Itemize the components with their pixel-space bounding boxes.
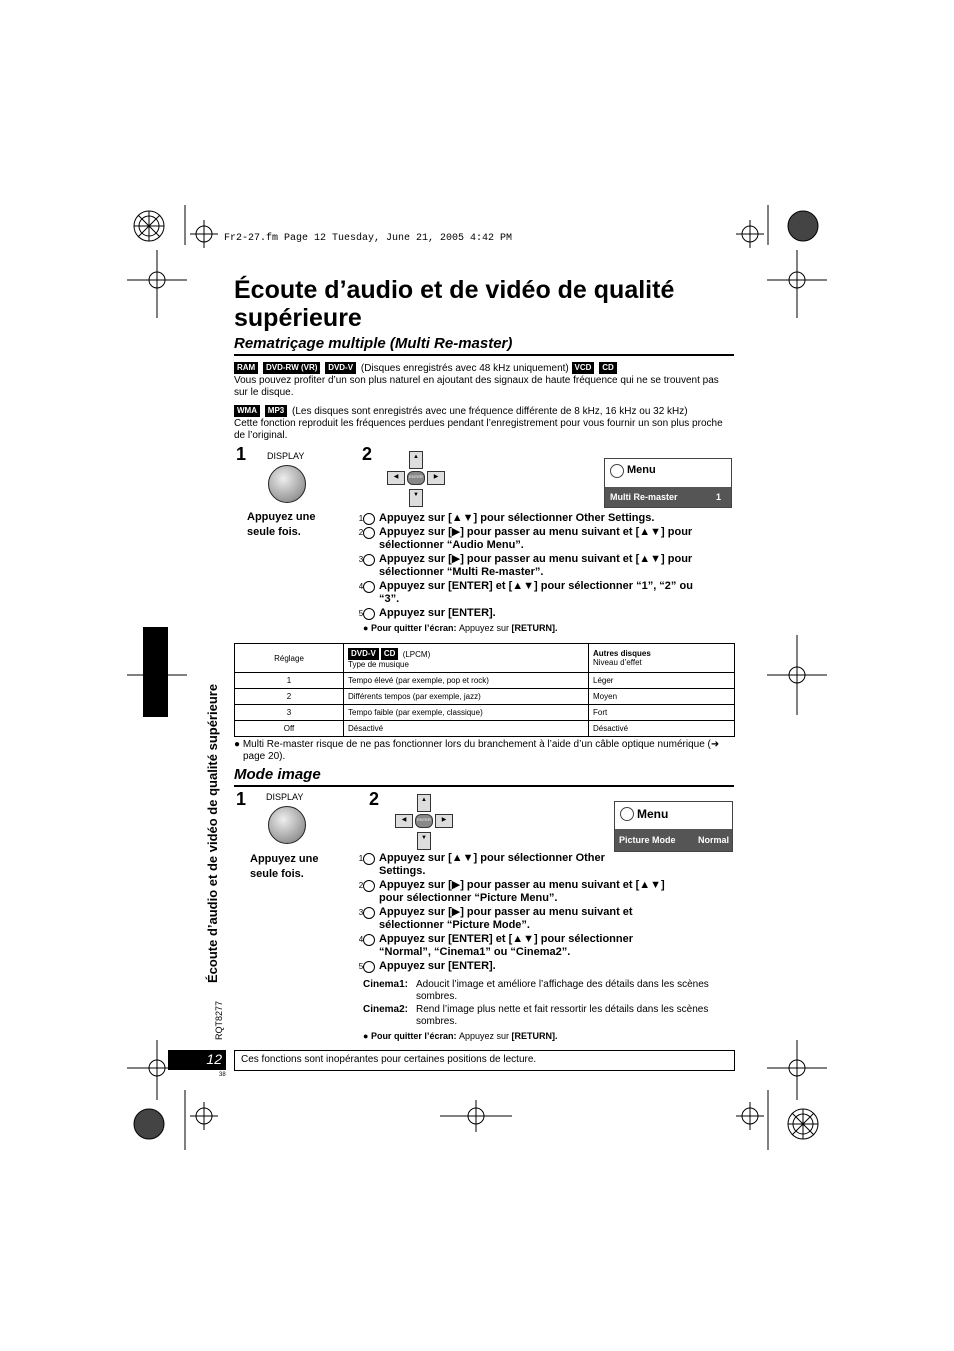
- s1-display-button[interactable]: [268, 465, 306, 503]
- s2-step2-instructions: [358, 852, 683, 973]
- s2-step1-caption: Appuyez une seule fois.: [250, 853, 319, 880]
- tag-vcd: VCD: [572, 362, 595, 374]
- s1-dpad-right-icon[interactable]: ▶: [427, 471, 445, 485]
- s2-instr-5: 5 Appuyez sur [ENTER].: [358, 960, 496, 972]
- cinema1-row: Cinema1: Adoucit l’image et améliore l’affichage des détails dans les scènes sombres.: [363, 979, 709, 1002]
- tag-dvd-rw: DVD-RW (VR): [263, 362, 320, 374]
- table-row: 2 Différents tempos (par exemple, jazz) Moyen: [235, 689, 735, 705]
- s1-menu-screen: [604, 458, 732, 508]
- s2-dpad-left-icon[interactable]: ◀: [395, 814, 413, 828]
- s1-dpad[interactable]: [387, 451, 445, 507]
- tag-cd: CD: [599, 362, 617, 374]
- s1-menu-title: Menu: [627, 464, 656, 476]
- section1-tags-line1: [234, 362, 734, 375]
- tags2-note: (Les disques sont enregistrés avec une fréquence différente de 8 kHz, 16 kHz ou 32 kHz): [292, 406, 688, 417]
- s1-menu-item: Multi Re-master: [610, 492, 678, 502]
- s2-dpad[interactable]: [395, 794, 453, 850]
- s1-instr-5: 5 Appuyez sur [ENTER].: [358, 607, 496, 619]
- s1-menu-bar: [605, 487, 731, 507]
- s1-step1-number: 1: [236, 444, 247, 464]
- cinema-descriptions: [363, 979, 723, 1042]
- s2-display-label: DISPLAY: [266, 792, 304, 802]
- s2-menu-item: Picture Mode: [619, 835, 676, 845]
- s1-dpad-enter[interactable]: ENTER: [407, 471, 425, 485]
- section1-para1: Vous pouvez profiter d’un son plus naturel en ajoutant des signaux de haute fréquence qui ne se trouvent pas sur le disque.: [234, 375, 719, 398]
- s1-instr-2: 2 Appuyez sur [▶] pour passer au menu suivant et [▲▼] pour sélectionner “Audio Menu”.: [358, 526, 693, 551]
- th-type: Type de musique: [348, 659, 409, 669]
- menu-icon: [610, 464, 624, 478]
- section1-rule: [234, 354, 734, 356]
- s2-instr-4: 4 Appuyez sur [ENTER] et [▲▼] pour sélectionner “Normal”, “Cinema1” ou “Cinema2”.: [358, 933, 634, 958]
- th-tag-cd: CD: [381, 648, 399, 660]
- section2-heading: Mode image: [234, 766, 321, 783]
- file-info-header: Fr2-27.fm Page 12 Tuesday, June 21, 2005 4:42 PM: [224, 233, 513, 244]
- sidebar-section-title: Écoute d’audio et de vidéo de qualité supérieure: [205, 683, 220, 983]
- tag-mp3: MP3: [265, 405, 287, 417]
- s2-instr-1: 1 Appuyez sur [▲▼] pour sélectionner Other Settings.: [358, 852, 605, 877]
- s1-note: ● Multi Re-master risque de ne pas fonctionner lors du branchement à l’aide d’un câble optique numérique (➜ page 20).: [234, 739, 720, 762]
- th-setting: Réglage: [235, 644, 344, 673]
- section1-para2: Cette fonction reproduit les fréquences perdues pendant l’enregistrement pour vous fournir un son plus proche de l’original.: [234, 418, 723, 441]
- table-row: 3 Tempo faible (par exemple, classique) Fort: [235, 705, 735, 721]
- th-lpcm: (LPCM): [402, 649, 431, 659]
- s2-step1-number: 1: [236, 789, 247, 809]
- s1-dpad-up-icon[interactable]: ▲: [409, 451, 423, 469]
- tag-ram: RAM: [234, 362, 258, 374]
- th-music-type: [344, 644, 589, 673]
- page-number: 12: [206, 1051, 222, 1067]
- sub-page-number: 38: [219, 1072, 226, 1078]
- section1-tags-line2: [234, 405, 734, 418]
- footer-note: Ces fonctions sont inopérantes pour certaines positions de lecture.: [241, 1054, 537, 1065]
- s2-step2-number: 2: [369, 789, 380, 809]
- page-number-box: [168, 1050, 226, 1070]
- s1-dpad-left-icon[interactable]: ◀: [387, 471, 405, 485]
- s1-dpad-down-icon[interactable]: ▼: [409, 489, 423, 507]
- section1-heading: Rematriçage multiple (Multi Re-master): [234, 335, 513, 352]
- footer-note-box: [234, 1050, 735, 1071]
- s1-step2-instructions: [358, 512, 713, 635]
- s2-display-button[interactable]: [268, 806, 306, 844]
- s2-quit-line: ● Pour quitter l’écran: Appuyez sur [RETURN].: [363, 1031, 558, 1041]
- s2-dpad-right-icon[interactable]: ▶: [435, 814, 453, 828]
- s2-menu-value: Normal: [697, 835, 729, 845]
- s2-dpad-up-icon[interactable]: ▲: [417, 794, 431, 812]
- table-row: 1 Tempo élevé (par exemple, pop et rock) Léger: [235, 673, 735, 689]
- s2-dpad-down-icon[interactable]: ▼: [417, 832, 431, 850]
- s2-instr-3: 3 Appuyez sur [▶] pour passer au menu suivant et sélectionner “Picture Mode”.: [358, 906, 633, 931]
- s2-instr-2: 2 Appuyez sur [▶] pour passer au menu suivant et [▲▼] pour sélectionner “Picture Menu”.: [358, 879, 665, 904]
- s1-step2-number: 2: [362, 444, 373, 464]
- s2-dpad-enter[interactable]: ENTER: [415, 814, 433, 828]
- s2-menu-title: Menu: [637, 807, 669, 821]
- s2-menu-screen: [614, 801, 733, 852]
- cinema2-row: Cinema2: Rend l’image plus nette et fait ressortir les détails dans les scènes sombres.: [363, 1004, 709, 1027]
- s2-menu-bar: [615, 829, 732, 851]
- th-other: Autres disques Niveau d’effet: [589, 644, 735, 673]
- page-title: Écoute d’audio et de vidéo de qualité supérieure: [234, 276, 675, 332]
- tag-dvd-v: DVD-V: [325, 362, 356, 374]
- table-row: Off Désactivé Désactivé: [235, 721, 735, 737]
- tag-wma: WMA: [234, 405, 260, 417]
- s1-instr-1: 1 Appuyez sur [▲▼] pour sélectionner Other Settings.: [358, 512, 655, 524]
- s1-menu-value: 1: [715, 492, 721, 502]
- s1-display-label: DISPLAY: [267, 451, 305, 461]
- tags1-note: (Disques enregistrés avec 48 kHz uniquement): [360, 363, 569, 374]
- s1-quit-line: ● Pour quitter l’écran: Appuyez sur [RETURN].: [363, 623, 558, 633]
- s1-instr-4: 4 Appuyez sur [ENTER] et [▲▼] pour sélectionner “1”, “2” ou “3”.: [358, 580, 693, 605]
- model-number: RQT8277: [214, 1000, 224, 1040]
- s1-step1-caption: Appuyez une seule fois.: [247, 511, 316, 538]
- multi-remaster-table: [234, 643, 735, 737]
- menu-icon: [620, 807, 634, 821]
- language-tab: [143, 627, 168, 717]
- th-level: Niveau d’effet: [593, 658, 642, 667]
- language-tab-label: FRANÇAIS: [200, 634, 215, 702]
- th-tag-dvdv: DVD-V: [348, 648, 379, 660]
- section2-rule: [234, 785, 734, 787]
- s1-instr-3: 3 Appuyez sur [▶] pour passer au menu suivant et [▲▼] pour sélectionner “Multi Re-master”.: [358, 553, 693, 578]
